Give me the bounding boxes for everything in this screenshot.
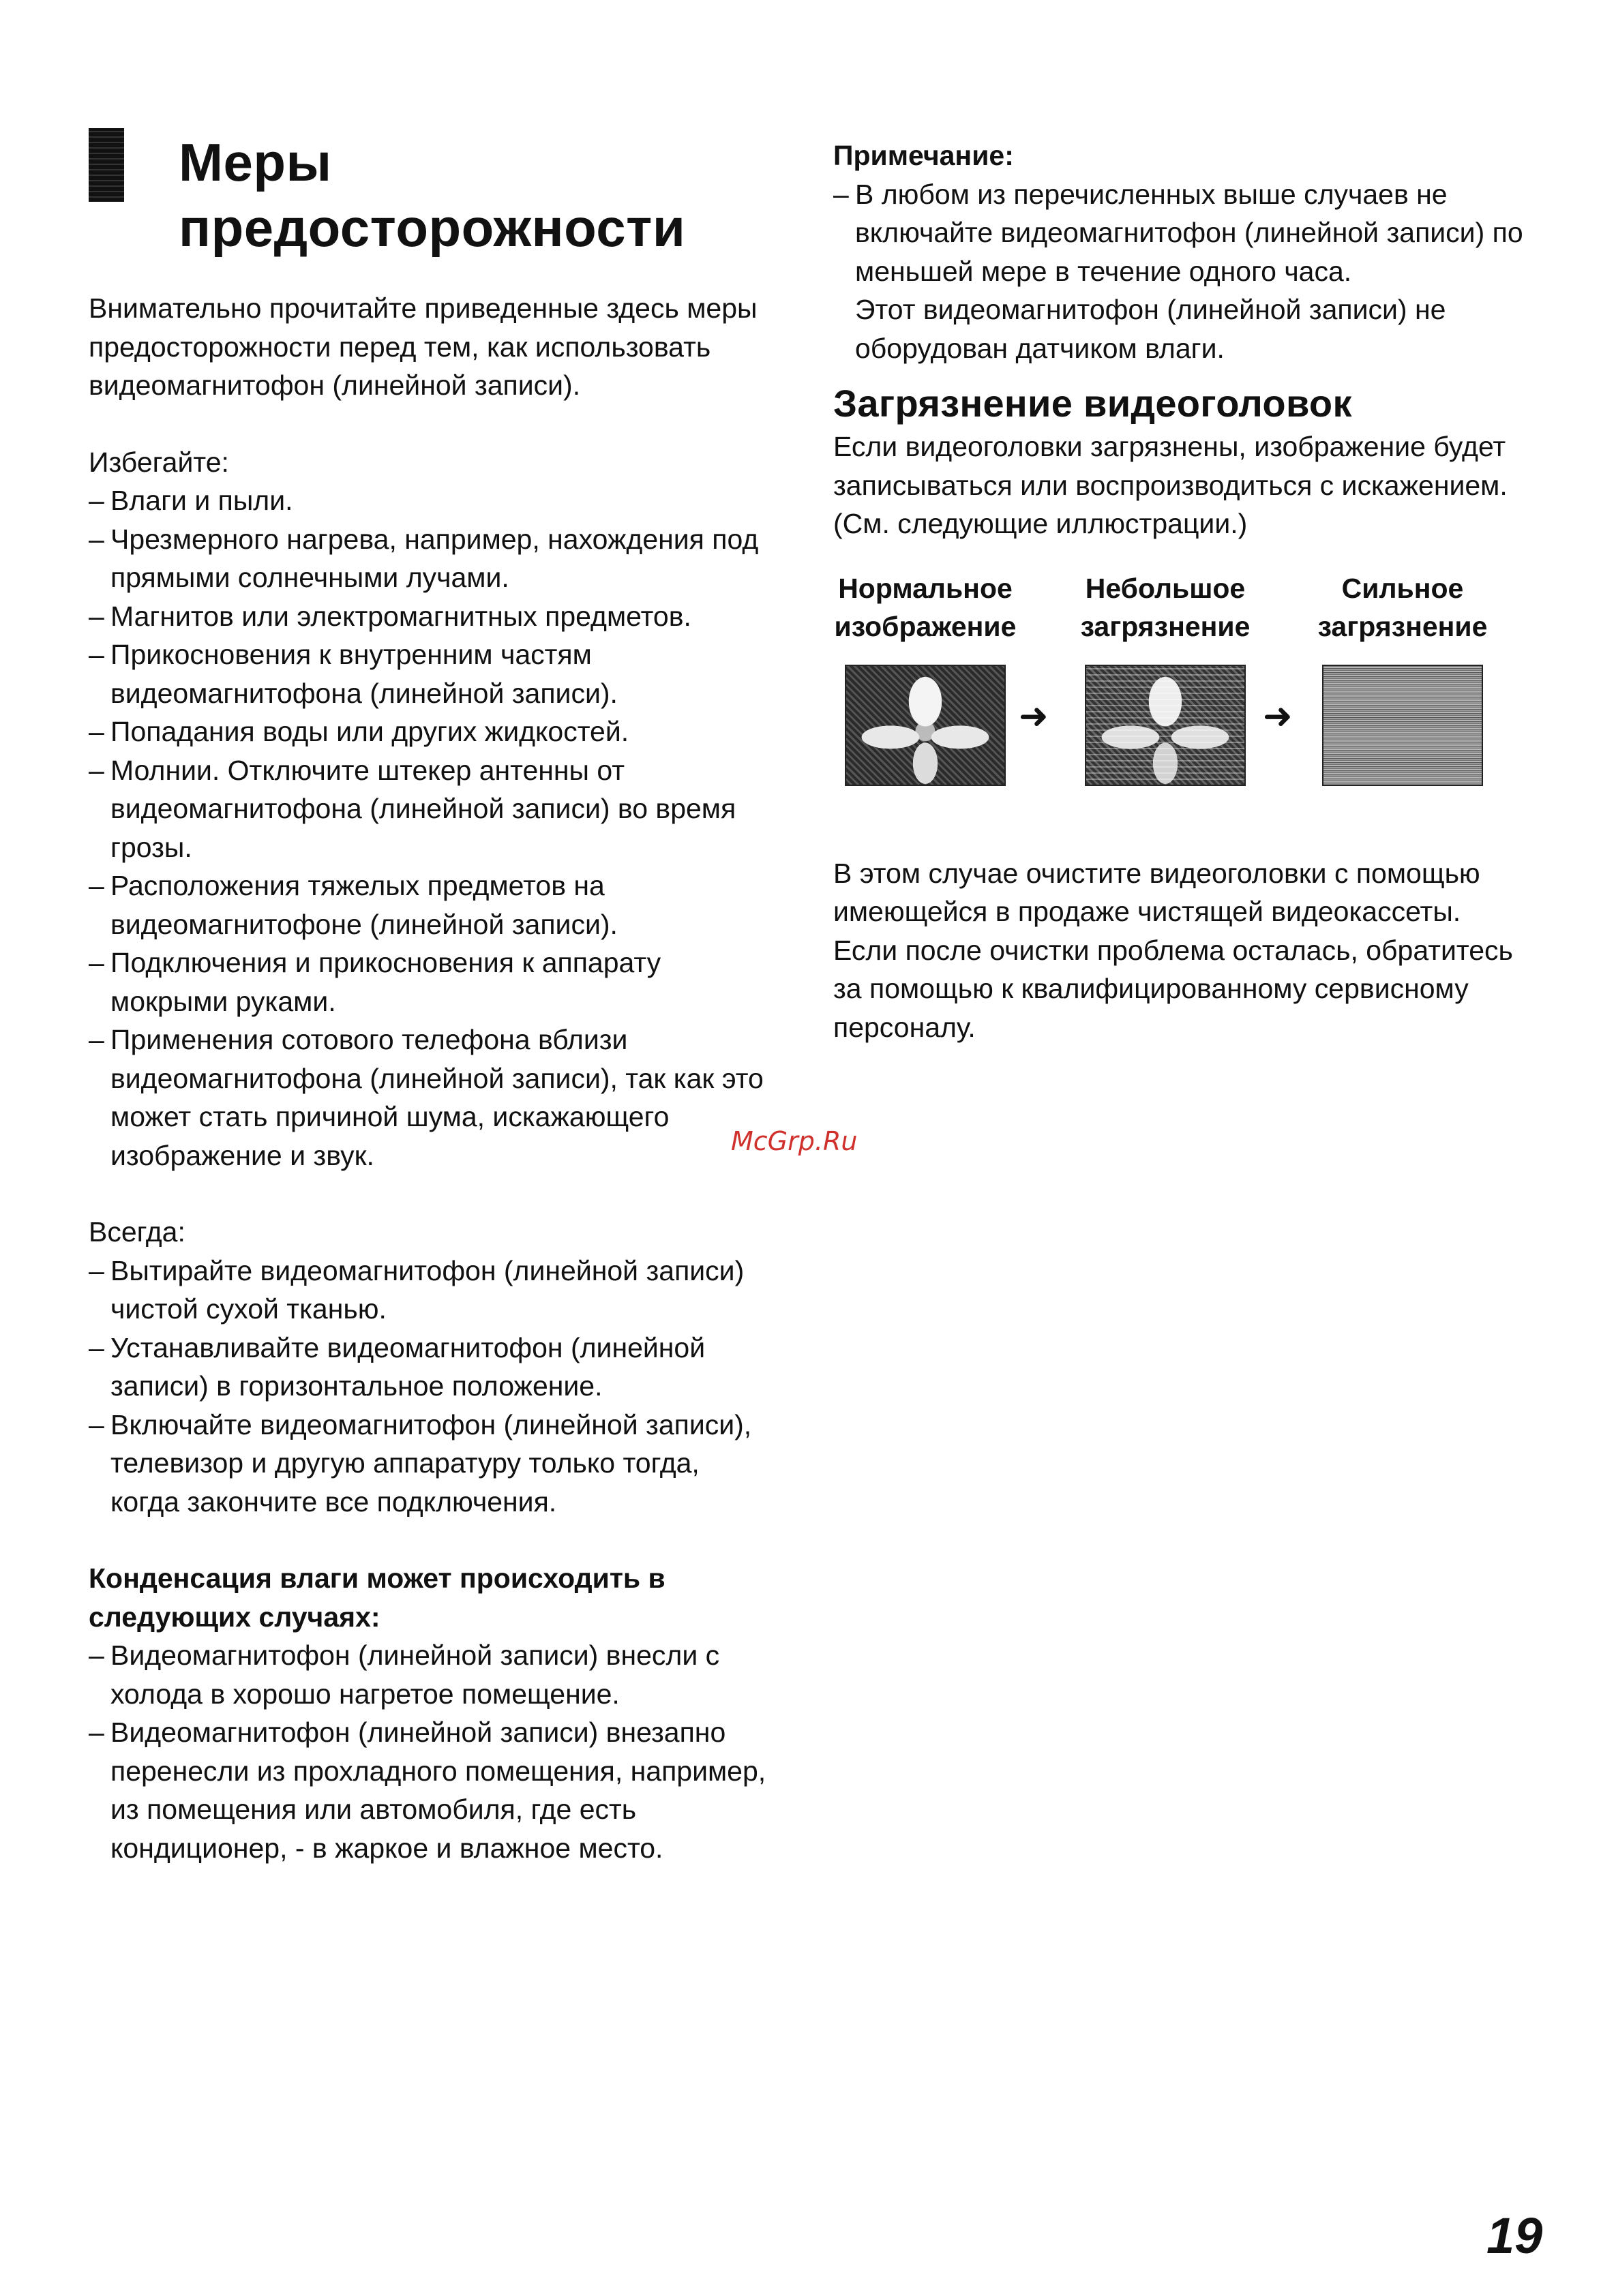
page-number: 19: [1486, 2207, 1543, 2264]
note-extra: Этот видеомагнитофон (линейной записи) не оборудован датчиком влаги.: [855, 294, 1446, 364]
title-marker-icon: [89, 128, 124, 202]
avoid-item: – Прикосновения к внутренним частям видеомагнитофона (линейной записи).: [89, 635, 770, 712]
note-heading: Примечание:: [833, 140, 1014, 171]
service-text: Если после очистки проблема осталась, обратитесь за помощью к квалифицированному сервисному персоналу.: [833, 934, 1513, 1043]
avoid-item: – Чрезмерного нагрева, например, нахождения под прямыми солнечными лучами.: [89, 520, 770, 597]
avoid-item: – Подключения и прикосновения к аппарату мокрыми руками.: [89, 943, 770, 1021]
figure-caption: Нормальное изображение: [834, 572, 1017, 642]
arrow-right-icon: ➜: [1263, 696, 1293, 736]
page-title: Меры предосторожности: [179, 132, 686, 258]
avoid-item: – Магнитов или электромагнитных предметов.: [89, 597, 770, 636]
cleaning-text: В этом случае очистите видеоголовки с помощью имеющейся в продаже чистящей видеокассеты.: [833, 857, 1480, 927]
heads-text: Если видеоголовки загрязнены, изображение будет записываться или воспроизводиться с искажением.: [833, 431, 1508, 501]
condensation-list: [89, 1636, 770, 1867]
figure-caption: Сильное загрязнение: [1317, 572, 1488, 642]
normal-picture-image: [845, 665, 1006, 786]
heads-heading: Загрязнение видеоголовок: [833, 382, 1352, 425]
always-heading: Всегда:: [89, 1216, 185, 1248]
figure-caption: Небольшое загрязнение: [1080, 572, 1251, 642]
avoid-item: – Молнии. Отключите штекер антенны от видеомагнитофона (линейной записи) во время грозы.: [89, 751, 770, 867]
condensation-item: – Видеомагнитофон (линейной записи) внесли с холода в хорошо нагретое помещение.: [89, 1636, 770, 1713]
arrow-right-icon: ➜: [1019, 696, 1049, 736]
title-block: [89, 123, 770, 300]
heavy-dirt-picture-image: [1322, 665, 1483, 786]
left-column: [89, 123, 770, 1867]
always-list: [89, 1252, 770, 1522]
avoid-item: – Попадания воды или других жидкостей.: [89, 712, 770, 751]
avoid-heading: Избегайте:: [89, 446, 229, 478]
intro-text: Внимательно прочитайте приведенные здесь меры предосторожности перед тем, как использовать видеомагнитофон (линейной записи).: [89, 292, 758, 401]
always-item: – Включайте видеомагнитофон (линейной записи), телевизор и другую аппаратуру только тогда, когда закончите все подключения.: [89, 1406, 770, 1522]
figure-normal: [826, 569, 1024, 786]
figure-light-dirt: [1066, 569, 1264, 786]
light-dirt-picture-image: [1085, 665, 1246, 786]
note-list: [833, 175, 1542, 291]
avoid-item: – Влаги и пыли.: [89, 481, 770, 520]
note-item: – В любом из перечисленных выше случаев не включайте видеомагнитофон (линейной записи) по меньшей мере в течение одного часа.: [833, 175, 1542, 291]
always-item: – Устанавливайте видеомагнитофон (линейной записи) в горизонтальное положение.: [89, 1329, 770, 1406]
always-item: – Вытирайте видеомагнитофон (линейной записи) чистой сухой тканью.: [89, 1252, 770, 1329]
head-illustrations: [833, 569, 1542, 842]
condensation-heading: Конденсация влаги может происходить в следующих случаях:: [89, 1562, 665, 1633]
heads-ref: (См. следующие иллюстрации.): [833, 508, 1248, 539]
watermark: McGrp.Ru: [731, 1126, 858, 1156]
avoid-item: – Применения сотового телефона вблизи видеомагнитофона (линейной записи), так как это может стать причиной шума, искажающего изображение и звук.: [89, 1021, 770, 1175]
avoid-item: – Расположения тяжелых предметов на видеомагнитофоне (линейной записи).: [89, 866, 770, 943]
right-column: [833, 136, 1542, 1046]
figure-heavy-dirt: [1304, 569, 1501, 786]
avoid-list: [89, 481, 770, 1175]
condensation-item: – Видеомагнитофон (линейной записи) внезапно перенесли из прохладного помещения, например, из помещения или автомобиля, где есть кондиционер, - в жаркое и влажное место.: [89, 1713, 770, 1867]
